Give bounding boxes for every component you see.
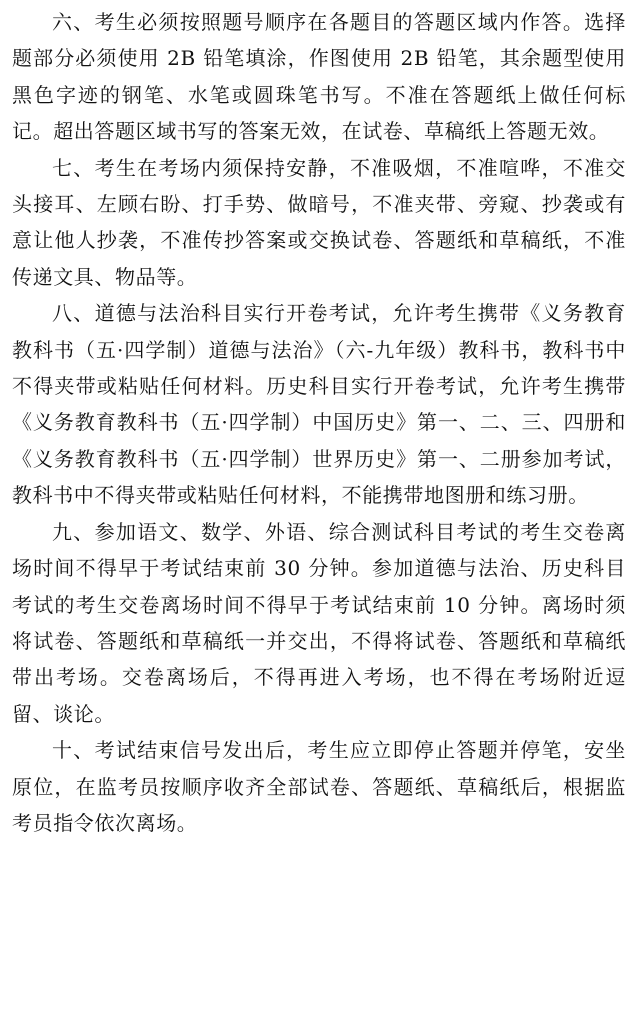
rule-paragraph-6: 六、考生必须按照题号顺序在各题目的答题区域内作答。选择题部分必须使用 2B 铅笔填涂，作图使用 2B 铅笔，其余题型使用黑色字迹的钢笔、水笔或圆珠笔书写。不准在答题纸上做任何标记。超出答题区域书写的答案无效，在试卷、草稿纸上答题无效。 (12, 10, 626, 144)
rule-paragraph-8: 八、道德与法治科目实行开卷考试，允许考生携带《义务教育教科书（五·四学制）道德与法治》（六-九年级）教科书，教科书中不得夹带或粘贴任何材料。历史科目实行开卷考试，允许考生携带《义务教育教科书（五·四学制）中国历史》第一、二、三、四册和《义务教育教科书（五·四学制）世界历史》第一、二册参加考试，教科书中不得夹带或粘贴任何材料，不能携带地图册和练习册。 (12, 301, 626, 508)
rule-paragraph-10: 十、考试结束信号发出后，考生应立即停止答题并停笔，安坐原位，在监考员按顺序收齐全部试卷、答题纸、草稿纸后，根据监考员指令依次离场。 (12, 738, 626, 835)
rule-paragraph-9: 九、参加语文、数学、外语、综合测试科目考试的考生交卷离场时间不得早于考试结束前 30 分钟。参加道德与法治、历史科目考试的考生交卷离场时间不得早于考试结束前 10 分钟。离场时须将试卷、答题纸和草稿纸一并交出，不得将试卷、答题纸和草稿纸带出考场。交卷离场后，不得再进入考场，也不得在考场附近逗留、谈论。 (12, 519, 626, 726)
rule-paragraph-7: 七、考生在考场内须保持安静，不准吸烟，不准喧哗，不准交头接耳、左顾右盼、打手势、做暗号，不准夹带、旁窥、抄袭或有意让他人抄袭，不准传抄答案或交换试卷、答题纸和草稿纸，不准传递文具、物品等。 (12, 155, 626, 289)
